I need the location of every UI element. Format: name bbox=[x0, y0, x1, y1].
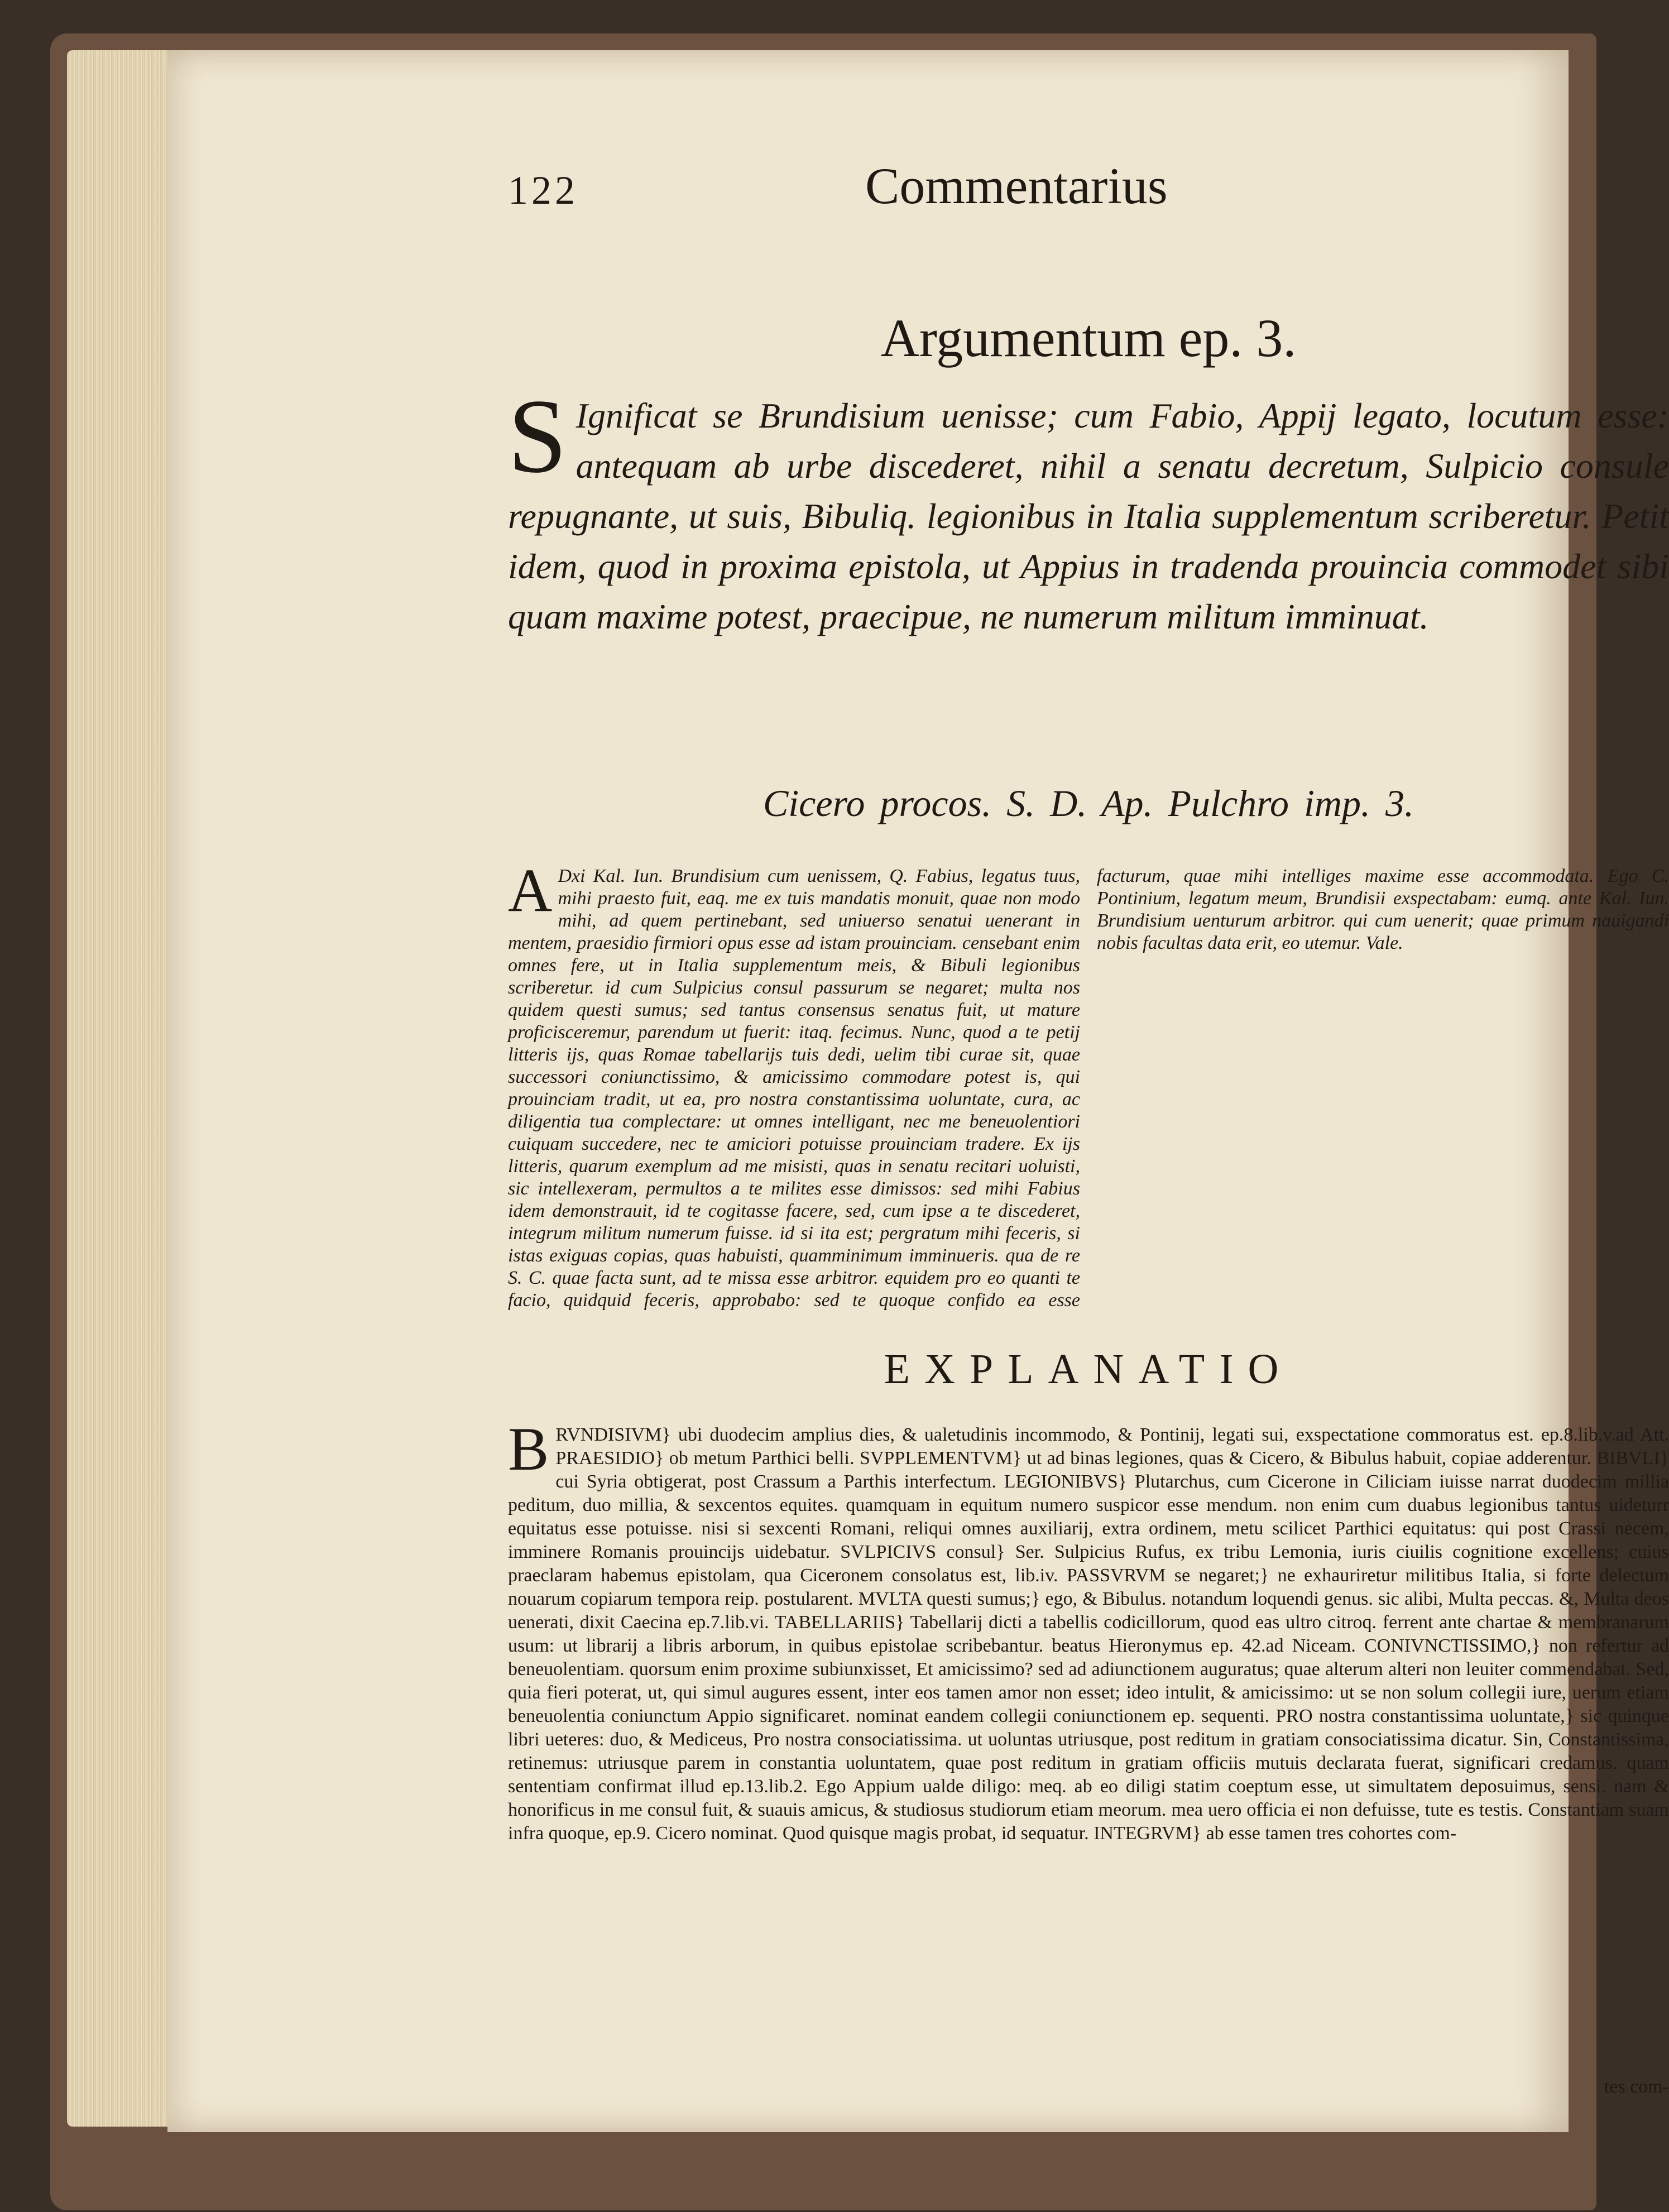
argument-paragraph bbox=[508, 378, 1669, 642]
dropcap-b: B bbox=[508, 1415, 549, 1483]
dropcap-s: S bbox=[508, 378, 567, 495]
book-page bbox=[167, 50, 1669, 2132]
argument-heading: Argumentum ep. 3. bbox=[880, 308, 1297, 368]
running-header bbox=[508, 156, 1669, 229]
page-content bbox=[508, 156, 1669, 2143]
page-edges bbox=[67, 50, 179, 2127]
page-number: 122 bbox=[508, 168, 578, 213]
explanatio-heading: EXPLANATIO bbox=[884, 1346, 1293, 1393]
letter-body: Dxi Kal. Iun. Brundisium cum uenissem, Q. Fabius, legatus tuus, mihi praesto fuit, eaq. me ex tuis mandatis monuit, quae non modo mihi, ad quem pertinebant, sed uniuerso senatui uenerant in mentem, praesidio firmiori opus esse ad istam prouinciam. censebant enim omnes fere, ut in Italia supplementum meis, & Bibuli legionibus scriberetur. id cum Sulpicius consul passurum se negaret; multa nos quidem questi sumus; sed tantus consensus senatus fuit, ut mature proficisceremur, parendum ut fuerit: itaq. fecimus. Nunc, quod a te petij litteris ijs, quas Romae tabellarijs tuis dedi, uelim tibi curae sit, quae successori coniunctissimo, & amicissimo commodare potest is, qui prouinciam tradit, ut ea, pro nostra constantissima uoluntate, cura, ac diligentia tua complectare: ut omnes intelligant, nec me beneuolentiori cuiquam succedere, nec te amiciori potuisse prouinciam tradere. Ex ijs litteris, quarum exemplum ad me misisti, quas in senatu recitari uoluisti, sic intellexeram, permultos a te milites esse dimissos: sed mihi Fabius idem demonstrauit, id te cogitasse facere, sed, cum ipse a te discederet, integrum militum numerum fuisse. id si ita est; pergratum mihi feceris, si istas exiguas copias, quas habuisti, quamminimum imminueris. qua de re S. C. quae facta sunt, ad te missa esse arbitror. equidem pro eo quanti te facio, quidquid feceris, approbabo: sed te quoque confido ea esse facturum, quae mihi intelliges maxime esse accommodata. Ego C. Pontinium, legatum meum, Brundisii exspectabam: eumq. ante Kal. Iun. Brundisium uenturum arbitror. qui cum uenerit; quae primum nauigandi nobis facultas data erit, eo utemur. Vale. bbox=[508, 866, 1669, 1311]
letter-heading: Cicero procos. S. D. Ap. Pulchro imp. 3. bbox=[762, 782, 1414, 824]
dropcap-a: A bbox=[508, 856, 553, 924]
running-title: Commentarius bbox=[865, 157, 1168, 214]
explanatio-paragraph bbox=[508, 1415, 1669, 1845]
explanatio-text: RVNDISIVM} ubi duodecim amplius dies, & ualetudinis incommodo, & Pontinij, legati sui, exspectatione commoratus est. ep.8.lib.v.ad Att. PRAESIDIO} ob metum Parthici belli. SVPPLEMENTVM} ut ad binas legiones, quas & Cicero, & Bibulus habuit, copiae adderentur. BIBVLI} cui Syria obtigerat, post Crassum a Parthis interfectum. LEGIONIBVS} Plutarchus, cum Cicerone in Ciliciam iuisse narrat duodecim millia peditum, duo millia, & sexcentos equites. quamquam in equitum numero suspicor esse mendum. non enim cum duabus legionibus tantus uideturr equitatus esse potuisse. nisi si sexcenti Romani, reliqui omnes auxiliarij, extra ordinem, metu scilicet Parthici equitatus: qui post Crassi necem, imminere Romanis prouincijs uidebatur. SVLPICIVS consul} Ser. Sulpicius Rufus, ex tribu Lemonia, iuris ciuilis cognitione excellens; cuius praeclaram habemus epistolam, qua Ciceronem consolatus est, lib.iv. PASSVRVM se negaret;} ne exhauriretur militibus Italia, si forte delectum nouarum copiarum tempora reip. postularent. MVLTA questi sumus;} ego, & Bibulus. notandum loquendi genus. sic alibi, Multa peccas. &, Multa deos uenerati, dixit Caecina ep.7.lib.vi. TABELLARIIS} Tabellarij dicti a tabellis codicillorum, quod eas ultro citroq. ferrent ante chartae & membranarum usum: ut librarij a libris arborum, in quibus epistolae scribebantur. beatus Hieronymus ep. 42.ad Niceam. CONIVNCTISSIMO,} non refertur ad beneuolentiam. quorsum enim proxime subiunxisset, Et amicissimo? sed ad adiunctionem auguratus; quae alterum alteri non leuiter commendabat. Sed, quia fieri poterat, ut, qui simul augures essent, inter eos tamen amor non esset; ideo intulit, & amicissimo: ut se non solum collegii iure, uerum etiam beneuolentia coniunctum Appio significaret. nominat eandem collegii coniunctionem ep. sequenti. PRO nostra constantissima uoluntate,} sic quinque libri ueteres: duo, & Mediceus, Pro nostra consociatissima. ut uoluntas utriusque, post reditum in gratiam consociatissima dicatur. Sin, Constantissima, retinemus: utriusque parem in constantia uoluntatem, quae post reditum in gratiam officiis mutuis declarata fuerat, significari credamus. quam sententiam confirmat illud ep.13.lib.2. Ego Appium ualde diligo: meq. ab eo diligi statim coeptum esse, ut simultatem deposuimus, sensi. nam & honorificus in me consul fuit, & suauis amicus, & studiosus studiorum etiam meorum. mea uero officia ei non defuisse, tute es testis. Constantiam suam infra quoque, ep.9. Cicero nominat. Quod quisque magis probat, id sequatur. INTEGRVM} ab esse tamen tres cohortes com- bbox=[508, 1424, 1669, 1844]
argument-body: Ignificat se Brundisium uenisse; cum Fabio, Appij legato, locutum esse: antequam ab urbe discederet, nihil a senatu decretum, Sulpicio consule repugnante, ut suis, Bibuliq. legionibus in Italia supplementum scriberetur. Petit idem, quod in proxima epistola, ut Appius in tradenda prouincia commodet sibi quam maxime potest, praecipue, ne numerum militum imminuat. bbox=[508, 396, 1669, 636]
catchword: tes com- bbox=[1604, 2076, 1669, 2097]
letter-text-columns bbox=[508, 856, 1669, 1312]
